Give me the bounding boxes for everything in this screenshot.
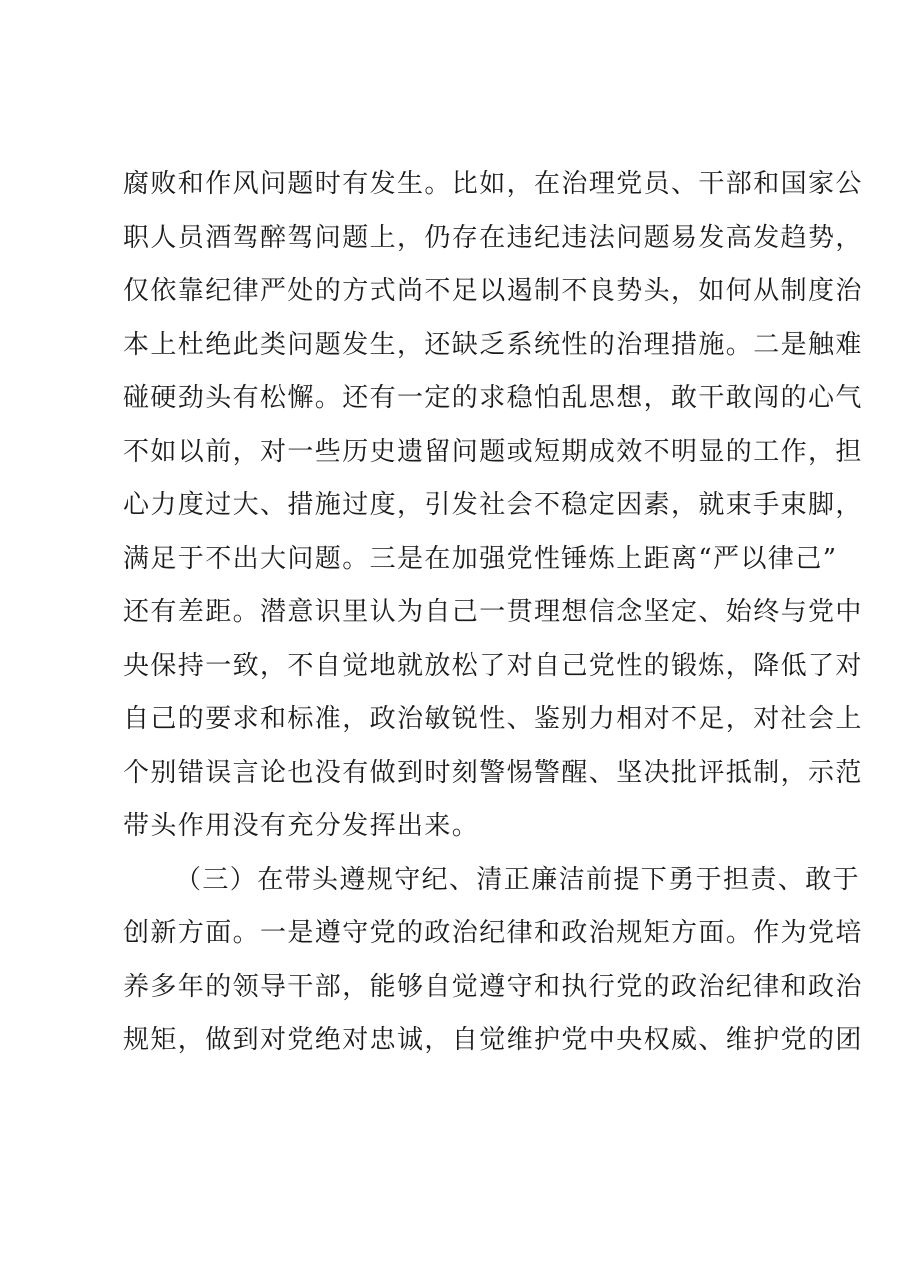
text-line: 个别错误言论也没有做到时刻警惕警醒、坚决批评抵制，示范 (123, 757, 863, 788)
text-line: 不如以前，对一些历史遗留问题或短期成效不明显的工作，担 (123, 436, 863, 467)
text-line: 规矩，做到对党绝对忠诚，自觉维护党中央权威、维护党的团 (123, 1025, 863, 1055)
section-heading-line: （三）在带头遵规守纪、清正廉洁前提下勇于担责、敢于 (175, 864, 861, 895)
text-line: 央保持一致，不自觉地就放松了对自己党性的锻炼，降低了对 (123, 650, 863, 681)
text-line: 带头作用没有充分发挥出来。 (123, 811, 480, 841)
text-line: 腐败和作风问题时有发生。比如，在治理党员、干部和国家公 (123, 169, 863, 199)
text-line: 碰硬劲头有松懈。还有一定的求稳怕乱思想，敢干敢闯的心气 (123, 383, 863, 413)
document-body (123, 160, 863, 1070)
text-line: 满足于不出大问题。三是在加强党性锤炼上距离“严以律己” (123, 543, 838, 574)
text-line: 仅依靠纪律严处的方式尚不足以遏制不良势头，如何从制度治 (123, 276, 863, 306)
text-line: 创新方面。一是遵守党的政治纪律和政治规矩方面。作为党培 (123, 918, 863, 948)
text-line: 还有差距。潜意识里认为自己一贯理想信念坚定、始终与党中 (123, 597, 863, 627)
text-line: 养多年的领导干部，能够自觉遵守和执行党的政治纪律和政治 (123, 971, 863, 1002)
text-line: 本上杜绝此类问题发生，还缺乏系统性的治理措施。二是触难 (123, 329, 863, 360)
text-line: 自己的要求和标准，政治敏锐性、鉴别力相对不足，对社会上 (123, 704, 863, 734)
text-line: 心力度过大、措施过度，引发社会不稳定因素，就束手束脚， (123, 490, 863, 520)
text-line: 职人员酒驾醉驾问题上，仍存在违纪违法问题易发高发趋势， (123, 222, 863, 253)
